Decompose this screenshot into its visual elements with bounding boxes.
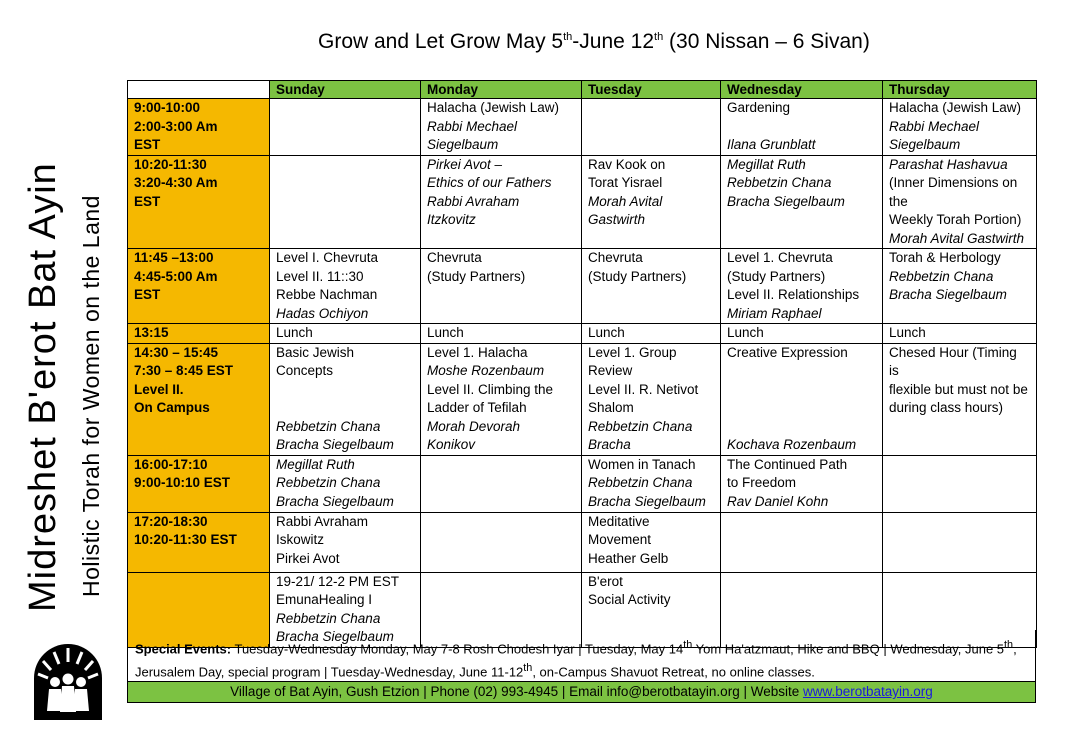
- class-cell-monday: [421, 343, 582, 455]
- class-cell-thursday: [883, 324, 1037, 344]
- class-text: 19-21/ 12-2 PM EST: [276, 573, 400, 589]
- class-cell-wednesday: [721, 99, 883, 156]
- class-text: Level II. 11::30: [276, 268, 364, 284]
- class-cell-wednesday: [721, 455, 883, 512]
- teacher-name: Rebbetzin Chana: [276, 418, 381, 434]
- teacher-name: Miriam Raphael: [727, 305, 822, 321]
- class-text: Halacha (Jewish Law): [889, 100, 1022, 115]
- class-cell-monday: [421, 455, 582, 512]
- class-text: Level 1. Chevruta: [727, 250, 833, 265]
- class-text: EmunaHealing I: [276, 592, 373, 607]
- teacher-name: Bracha Siegelbaum: [276, 493, 394, 509]
- time-slot-cell: [128, 455, 270, 512]
- corner-cell: [128, 81, 270, 99]
- time-slot-line: 7:30 – 8:45 EST: [134, 363, 234, 378]
- class-text: Meditative: [588, 513, 650, 529]
- schedule-row: [128, 512, 1037, 572]
- class-text: The Continued Path: [727, 456, 848, 472]
- class-text: Torat Yisrael: [588, 175, 663, 190]
- teacher-name: Parashat Hashavua: [889, 156, 1008, 172]
- class-cell-sunday: [270, 343, 421, 455]
- class-cell-thursday: [883, 455, 1037, 512]
- time-slot-line: 9:00-10:00: [134, 100, 201, 115]
- class-cell-wednesday: [721, 249, 883, 324]
- teacher-name: Megillat Ruth: [727, 156, 806, 172]
- class-text: Shalom: [588, 400, 634, 415]
- teacher-name: Morah Avital: [588, 193, 663, 209]
- class-text: (Study Partners): [588, 268, 687, 284]
- class-text: Iskowitz: [276, 532, 325, 547]
- teacher-name: Rabbi Avraham: [427, 193, 520, 209]
- day-header-row: [128, 81, 1037, 99]
- class-cell-tuesday: [582, 455, 721, 512]
- class-cell-tuesday: [582, 249, 721, 324]
- class-cell-sunday: [270, 324, 421, 344]
- time-slot-line: EST: [134, 287, 161, 302]
- class-text: Heather Gelb: [588, 550, 669, 566]
- class-cell-thursday: [883, 343, 1037, 455]
- class-text: Level I. Chevruta: [276, 250, 379, 265]
- class-cell-wednesday: [721, 343, 883, 455]
- class-cell-sunday: [270, 455, 421, 512]
- class-cell-tuesday: [582, 512, 721, 572]
- teacher-name: Ilana Grunblatt: [727, 137, 816, 152]
- time-slot-cell: [128, 249, 270, 324]
- class-text: to Freedom: [727, 475, 797, 490]
- class-text: (Inner Dimensions on the: [889, 175, 1018, 209]
- page-title: Grow and Let Grow May 5th-June 12th (30 Nissan – 6 Sivan): [318, 30, 870, 53]
- class-cell-monday: [421, 324, 582, 344]
- day-header-wednesday: Wednesday: [721, 81, 883, 99]
- teacher-name: Bracha Siegelbaum: [727, 193, 845, 209]
- class-text: (Study Partners): [727, 268, 826, 284]
- class-cell-wednesday: [721, 324, 883, 344]
- class-cell-monday: [421, 512, 582, 572]
- class-text: Basic Jewish: [276, 344, 355, 360]
- time-slot-cell: [128, 324, 270, 344]
- school-logo-icon: [32, 642, 104, 720]
- class-text: Rabbi Avraham: [276, 513, 369, 529]
- class-text: B'erot: [588, 573, 623, 589]
- class-cell-tuesday: [582, 324, 721, 344]
- website-link[interactable]: www.berotbatayin.org: [802, 684, 933, 699]
- class-cell-sunday: [270, 99, 421, 156]
- class-text: Lunch: [727, 325, 764, 340]
- class-cell-monday: [421, 155, 582, 249]
- class-cell-monday: [421, 99, 582, 156]
- teacher-name: Rebbetzin Chana: [727, 175, 832, 190]
- school-name: Midreshet B'erot Bat Ayin: [22, 162, 64, 612]
- class-text: Chesed Hour (Timing is: [889, 344, 1017, 378]
- class-text: Level II. Climbing the: [427, 381, 554, 397]
- time-slot-line: EST: [134, 193, 161, 209]
- time-slot-cell: [128, 155, 270, 249]
- class-cell-tuesday: [582, 155, 721, 249]
- time-slot-line: 10:20-11:30: [134, 156, 207, 172]
- teacher-name: Rebbetzin Chana: [276, 475, 381, 490]
- teacher-name: Megillat Ruth: [276, 456, 355, 472]
- time-slot-cell: [128, 343, 270, 455]
- class-text: (Study Partners): [427, 268, 526, 284]
- time-slot-line: EST: [134, 137, 161, 152]
- class-text: Level 1. Halacha: [427, 344, 528, 360]
- time-slot-line: 16:00-17:10: [134, 456, 208, 472]
- time-slot-line: On Campus: [134, 400, 210, 415]
- time-slot-line: Level II.: [134, 381, 184, 397]
- class-text: Halacha (Jewish Law): [427, 100, 560, 115]
- teacher-name: Pirkei Avot –: [427, 156, 503, 172]
- class-cell-wednesday: [721, 512, 883, 572]
- teacher-name: Konikov: [427, 437, 476, 452]
- time-slot-line: 3:20-4:30 Am: [134, 175, 218, 190]
- teacher-name: Siegelbaum: [427, 137, 499, 152]
- schedule-row: [128, 324, 1037, 344]
- class-text: Chevruta: [588, 250, 643, 265]
- time-slot-cell: [128, 99, 270, 156]
- schedule-table: [127, 80, 1037, 648]
- class-text: Creative Expression: [727, 344, 848, 360]
- class-text: Women in Tanach: [588, 456, 696, 472]
- class-text: Gardening: [727, 100, 791, 115]
- class-text: Chevruta: [427, 250, 482, 265]
- class-text: Level II. Relationships: [727, 287, 860, 302]
- special-events: Special Events: Tuesday-Wednesday Monday, May 7-8 Rosh Chodesh Iyar | Tuesday, May 14th Yom Ha'atzmaut, Hike and BBQ | Wednesday, June 5th, Jerusalem Day, special program | Tuesday-Wednesday, June 11-12th, on-Campus Shavuot Retreat, no online classes.: [127, 630, 1036, 682]
- time-slot-line: 13:15: [134, 325, 169, 340]
- class-cell-sunday: [270, 249, 421, 324]
- teacher-name: Bracha Siegelbaum: [588, 493, 706, 509]
- teacher-name: Ethics of our Fathers: [427, 175, 552, 190]
- class-cell-thursday: [883, 249, 1037, 324]
- teacher-name: Bracha Siegelbaum: [889, 287, 1007, 302]
- time-slot-line: 17:20-18:30: [134, 513, 208, 529]
- class-text: flexible but must not be: [889, 381, 1028, 397]
- teacher-name: Morah Avital Gastwirth: [889, 230, 1025, 246]
- class-text: Pirkei Avot: [276, 550, 340, 566]
- time-slot-line: 4:45-5:00 Am: [134, 268, 218, 284]
- teacher-name: Kochava Rozenbaum: [727, 437, 857, 452]
- class-cell-sunday: [270, 155, 421, 249]
- class-text: Lunch: [427, 325, 464, 340]
- schedule-row: [128, 455, 1037, 512]
- class-cell-sunday: [270, 512, 421, 572]
- teacher-name: Hadas Ochiyon: [276, 305, 369, 321]
- schedule-row: [128, 99, 1037, 156]
- class-text: Review: [588, 363, 633, 378]
- time-slot-line: 10:20-11:30 EST: [134, 532, 237, 547]
- day-header-tuesday: Tuesday: [582, 81, 721, 99]
- class-text: Weekly Torah Portion): [889, 212, 1022, 227]
- time-slot-line: 11:45 –13:00: [134, 250, 214, 265]
- class-text: Level II. R. Netivot: [588, 381, 699, 397]
- day-header-sunday: Sunday: [270, 81, 421, 99]
- class-text: Lunch: [889, 325, 926, 340]
- class-text: Social Activity: [588, 592, 671, 607]
- class-text: Concepts: [276, 363, 334, 378]
- teacher-name: Bracha Siegelbaum: [276, 437, 394, 452]
- teacher-name: Rebbetzin Chana: [889, 268, 994, 284]
- schedule-row: [128, 155, 1037, 249]
- schedule-row: [128, 343, 1037, 455]
- class-text: Torah & Herbology: [889, 250, 1001, 265]
- class-text: Lunch: [276, 325, 313, 340]
- day-header-thursday: Thursday: [883, 81, 1037, 99]
- schedule-row: [128, 249, 1037, 324]
- class-cell-tuesday: [582, 99, 721, 156]
- teacher-name: Bracha Siegelbaum: [276, 629, 394, 644]
- teacher-name: Moshe Rozenbaum: [427, 363, 545, 378]
- class-text: Ladder of Tefilah: [427, 400, 527, 415]
- class-text: Movement: [588, 532, 652, 547]
- time-slot-line: 9:00-10:10 EST: [134, 475, 231, 490]
- teacher-name: Rabbi Mechael Siegelbaum: [889, 118, 980, 152]
- contact-footer: Village of Bat Ayin, Gush Etzion | Phone (02) 993-4945 | Email info@berotbatayin.org | Website www.berotbatayin.org: [127, 681, 1036, 703]
- time-slot-line: 2:00-3:00 Am: [134, 118, 218, 134]
- teacher-name: Rav Daniel Kohn: [727, 493, 829, 509]
- teacher-name: Itzkovitz: [427, 212, 476, 227]
- teacher-name: Rebbetzin Chana: [588, 418, 693, 434]
- class-cell-wednesday: [721, 155, 883, 249]
- time-slot-line: 14:30 – 15:45: [134, 344, 219, 360]
- teacher-name: Gastwirth: [588, 212, 646, 227]
- class-cell-thursday: [883, 99, 1037, 156]
- teacher-name: Rebbetzin Chana: [588, 475, 693, 490]
- class-text: Rebbe Nachman: [276, 287, 378, 302]
- class-cell-thursday: [883, 512, 1037, 572]
- class-cell-monday: [421, 249, 582, 324]
- teacher-name: Rabbi Mechael: [427, 118, 518, 134]
- school-tagline: Holistic Torah for Women on the Land: [78, 195, 104, 597]
- class-text: Level 1. Group: [588, 344, 677, 360]
- class-text: Rav Kook on: [588, 156, 666, 172]
- day-header-monday: Monday: [421, 81, 582, 99]
- class-cell-thursday: [883, 155, 1037, 249]
- time-slot-cell: [128, 512, 270, 572]
- teacher-name: Rebbetzin Chana: [276, 610, 381, 626]
- teacher-name: Morah Devorah: [427, 418, 521, 434]
- teacher-name: Bracha: [588, 437, 631, 452]
- class-text: during class hours): [889, 400, 1004, 415]
- class-cell-tuesday: [582, 343, 721, 455]
- class-text: Lunch: [588, 325, 625, 340]
